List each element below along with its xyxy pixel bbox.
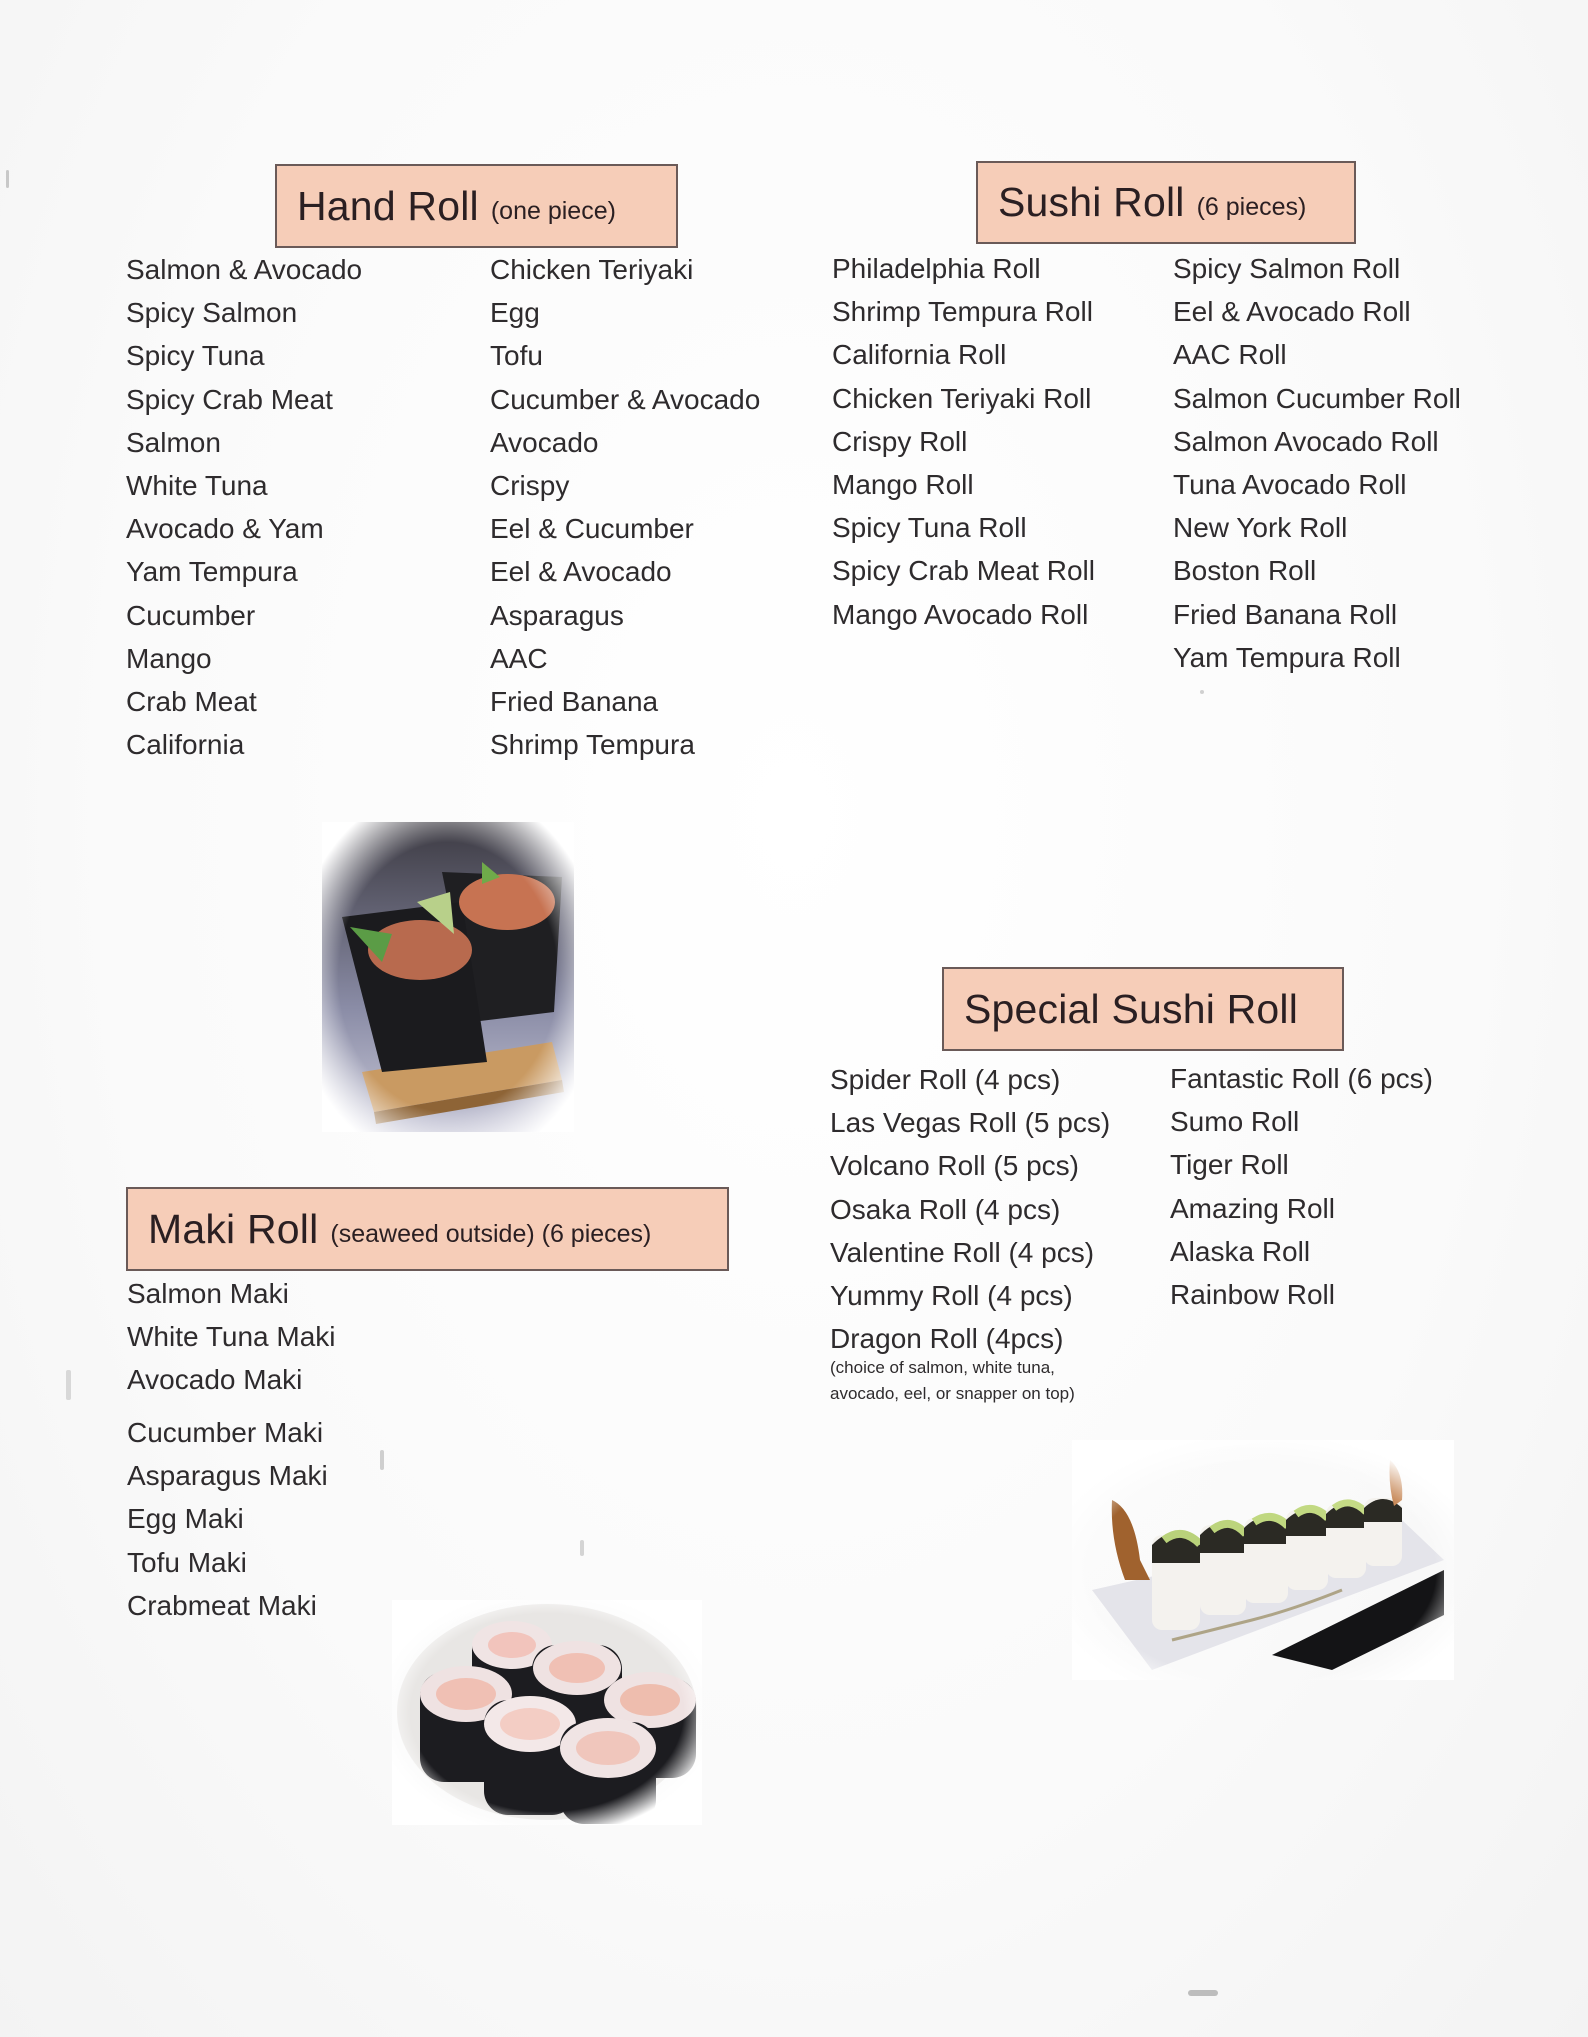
- menu-item: Crabmeat Maki: [127, 1589, 317, 1621]
- menu-item: Amazing Roll: [1170, 1192, 1335, 1224]
- menu-item: Fried Banana Roll: [1173, 598, 1398, 630]
- menu-item: Crispy: [490, 469, 570, 501]
- menu-item: Avocado & Yam: [126, 513, 324, 545]
- maki-roll-list-b: [127, 1411, 328, 1627]
- speck-decoration: [580, 1540, 584, 1556]
- menu-item: Valentine Roll (4 pcs): [830, 1236, 1095, 1268]
- speck-decoration: [380, 1450, 384, 1470]
- speck-decoration: [1200, 690, 1204, 694]
- maki-roll-image-icon: [392, 1600, 702, 1825]
- menu-item: Tuna Avocado Roll: [1173, 468, 1407, 500]
- menu-item: Fried Banana: [490, 685, 659, 717]
- menu-item: Cucumber: [126, 599, 256, 631]
- special-roll-title: Special Sushi Roll: [964, 985, 1299, 1032]
- menu-item: California Roll: [832, 339, 1007, 371]
- menu-item: Eel & Avocado: [490, 556, 672, 588]
- menu-item: Tiger Roll: [1170, 1149, 1289, 1181]
- maki-roll-title: Maki Roll: [148, 1205, 319, 1252]
- menu-item: Alaska Roll: [1170, 1235, 1311, 1267]
- menu-item: Rainbow Roll: [1170, 1278, 1335, 1310]
- menu-item: Osaka Roll (4 pcs): [830, 1193, 1061, 1225]
- maki-roll-photo: [392, 1600, 702, 1825]
- hand-roll-subtitle: (one piece): [490, 196, 616, 225]
- maki-roll-heading: [126, 1187, 729, 1271]
- hand-roll-list-right: [490, 248, 760, 766]
- menu-item: Chicken Teriyaki Roll: [832, 382, 1092, 414]
- menu-item: Philadelphia Roll: [832, 253, 1041, 284]
- special-roll-list-left: [830, 1058, 1110, 1360]
- hand-roll-title: Hand Roll: [297, 182, 479, 229]
- dragon-roll-note-line2: avocado, eel, or snapper on top): [830, 1384, 1075, 1403]
- menu-item: Sumo Roll: [1170, 1106, 1300, 1138]
- menu-item: New York Roll: [1173, 512, 1348, 544]
- menu-item: Fantastic Roll (6 pcs): [1170, 1063, 1433, 1094]
- menu-item: Egg: [490, 297, 540, 329]
- menu-item: Asparagus: [490, 599, 624, 631]
- hand-roll-list-left: [126, 248, 362, 766]
- menu-item: Mango: [126, 642, 212, 674]
- hand-roll-heading: [275, 164, 678, 248]
- menu-item: Yam Tempura Roll: [1173, 641, 1401, 673]
- menu-item: Cucumber Maki: [127, 1417, 324, 1448]
- menu-item: AAC: [490, 642, 548, 674]
- menu-item: Tofu: [490, 340, 543, 372]
- menu-item: Crab Meat: [126, 685, 257, 717]
- menu-item: Spicy Crab Meat Roll: [832, 555, 1095, 587]
- menu-item: Shrimp Tempura: [490, 729, 695, 761]
- menu-item: Las Vegas Roll (5 pcs): [830, 1107, 1111, 1139]
- menu-item: Mango Roll: [832, 468, 974, 500]
- menu-item: Spicy Tuna Roll: [832, 512, 1027, 544]
- menu-item: Salmon Avocado Roll: [1173, 425, 1439, 457]
- menu-item: White Tuna: [126, 469, 268, 501]
- dragon-roll-note: [830, 1355, 1075, 1407]
- menu-item: Crispy Roll: [832, 425, 968, 457]
- menu-item: Spider Roll (4 pcs): [830, 1064, 1061, 1095]
- menu-item: Spicy Crab Meat: [126, 383, 333, 415]
- menu-item: Avocado Maki: [127, 1364, 303, 1396]
- menu-item: Salmon: [126, 426, 221, 458]
- dragon-roll-photo: [1072, 1440, 1454, 1680]
- sushi-roll-title: Sushi Roll: [998, 179, 1185, 225]
- menu-item: Chicken Teriyaki: [490, 254, 694, 285]
- menu-item: Dragon Roll (4pcs): [830, 1323, 1064, 1355]
- menu-item: Boston Roll: [1173, 555, 1317, 587]
- hand-roll-photo: [322, 822, 574, 1132]
- sushi-roll-list-left: [832, 247, 1095, 636]
- sushi-roll-subtitle: (6 pieces): [1196, 193, 1307, 221]
- special-roll-list-right: [1170, 1057, 1433, 1316]
- dragon-roll-image-icon: [1072, 1440, 1454, 1680]
- sushi-roll-heading: [976, 161, 1356, 244]
- menu-item: Avocado: [490, 426, 599, 458]
- menu-item: Spicy Salmon Roll: [1173, 253, 1401, 284]
- sushi-roll-list-right: [1173, 247, 1461, 679]
- menu-item: Spicy Tuna: [126, 340, 265, 372]
- dragon-roll-note-line1: (choice of salmon, white tuna,: [830, 1358, 1055, 1377]
- menu-item: Volcano Roll (5 pcs): [830, 1150, 1080, 1182]
- menu-item: White Tuna Maki: [127, 1321, 336, 1353]
- menu-item: California: [126, 729, 245, 761]
- menu-item: Mango Avocado Roll: [832, 598, 1089, 630]
- menu-item: Egg Maki: [127, 1503, 244, 1535]
- menu-item: Eel & Avocado Roll: [1173, 296, 1411, 328]
- speck-decoration: [66, 1370, 71, 1400]
- menu-item: Spicy Salmon: [126, 297, 298, 329]
- menu-item: Tofu Maki: [127, 1546, 247, 1578]
- menu-item: Salmon Maki: [127, 1278, 289, 1309]
- menu-item: Yummy Roll (4 pcs): [830, 1279, 1073, 1311]
- speck-decoration: [1188, 1990, 1218, 1996]
- menu-item: Cucumber & Avocado: [490, 383, 761, 415]
- maki-roll-subtitle: (seaweed outside) (6 pieces): [330, 1219, 652, 1248]
- menu-item: Salmon & Avocado: [126, 254, 363, 285]
- menu-item: AAC Roll: [1173, 339, 1287, 371]
- menu-item: Salmon Cucumber Roll: [1173, 382, 1461, 414]
- menu-item: Yam Tempura: [126, 556, 298, 588]
- menu-item: Asparagus Maki: [127, 1460, 328, 1492]
- menu-item: Shrimp Tempura Roll: [832, 296, 1093, 328]
- special-roll-heading: [942, 967, 1344, 1051]
- speck-decoration: [6, 170, 9, 188]
- menu-item: Eel & Cucumber: [490, 513, 694, 545]
- maki-roll-list-a: [127, 1272, 336, 1402]
- hand-roll-image-icon: [322, 822, 574, 1132]
